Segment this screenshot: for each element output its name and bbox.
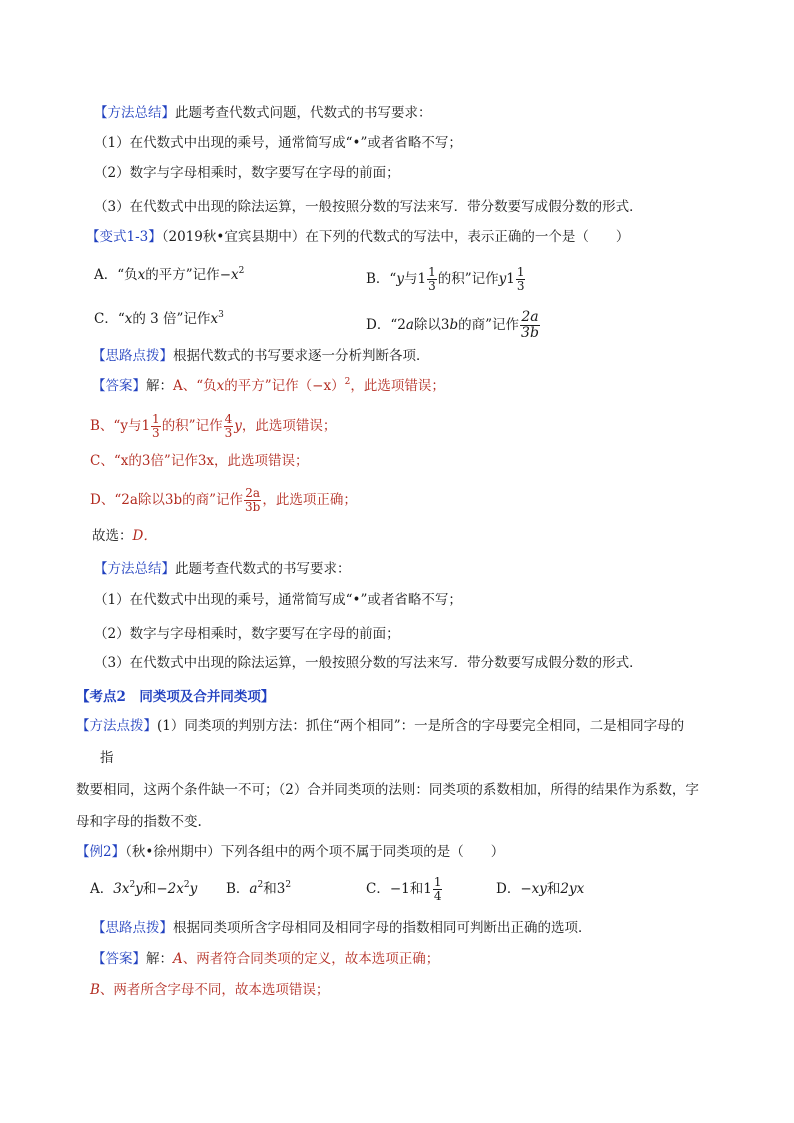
example-tag: 【例2】: [76, 844, 126, 860]
opt-d-prefix: D．“2: [366, 317, 406, 333]
frac-num: 4: [224, 412, 233, 426]
answer2-line-b: [90, 981, 329, 999]
opt-label: B．: [226, 881, 250, 897]
frac-den: 3: [516, 279, 525, 293]
line-d-pre: D、“2a除以3b的商”记作: [90, 492, 243, 508]
opt-c-prefix: C．“: [94, 311, 125, 327]
opt-b-fraction2: [516, 266, 526, 293]
opt-c-exp: 3: [218, 310, 224, 320]
opt-b-whole: 1: [506, 271, 515, 287]
opt-a-term2-exp: 2: [183, 880, 190, 890]
frac-num: 1: [152, 412, 160, 426]
line-b-text: 、两者所含字母不同，故本选项错误；: [99, 982, 330, 998]
opt-a-term1-b: y: [135, 881, 143, 897]
opt-c-term1: −1: [389, 881, 410, 897]
summary-tag: 【方法总结】: [94, 105, 175, 121]
method-line-4: 母和字母的指数不变.: [76, 814, 202, 830]
line-a-exp: 2: [344, 377, 351, 387]
line-a-end: ，此选项错误；: [350, 378, 445, 394]
variant-text: （2019秋•宜宾县期中）在下列的代数式的写法中，表示正确的一个是（ ）: [161, 229, 630, 245]
line-b-fraction: [151, 413, 161, 440]
hint-tag: 【思路点拨】: [92, 348, 173, 364]
method-line-1: (1）同类项的判别方法：抓住“两个相同”：一是所含的字母要完全相同，二是相同字母的: [157, 718, 685, 734]
method-line-3: 数要相同，这两个条件缺一不可；（2）合并同类项的法则：同类项的系数相加，所得的结果作为系数，字: [76, 782, 699, 798]
frac-den: 3b: [521, 325, 539, 341]
hint-tag: 【思路点拨】: [92, 920, 173, 936]
line-d-fraction: [244, 487, 261, 514]
summary-tag: 【方法总结】: [94, 561, 175, 577]
opt-d-mid: 除以3: [413, 317, 450, 333]
line-b-var: B: [90, 982, 100, 998]
line-a-text: 、两者符合同类项的定义，故本选项正确；: [182, 951, 440, 967]
frac-num: 2a: [245, 486, 261, 500]
opt-d-and: 和: [546, 881, 561, 897]
frac-num: 1: [428, 265, 436, 279]
option-c: [94, 310, 224, 328]
rule-2: （2）数字与字母相乘时，数字要写在字母的前面；: [94, 165, 400, 181]
opt-d-term1: −xy: [520, 881, 547, 897]
variant-question: [86, 228, 629, 246]
rule-3b: （3）在代数式中出现的除法运算，一般按照分数的写法来写．带分数要写成假分数的形式．: [94, 655, 643, 671]
opt-a-term1: 3x: [113, 881, 130, 897]
example-question: [76, 843, 504, 861]
example-option-d: [496, 880, 584, 898]
method-tag: 【方法点拨】: [76, 718, 157, 734]
line-b-fraction2: [224, 413, 234, 440]
opt-c-and: 和: [409, 881, 424, 897]
line-d-end: ，此选项正确；: [262, 492, 357, 508]
opt-c-fraction: [433, 876, 443, 903]
opt-c-mid: 的 3 倍”记作: [132, 311, 211, 327]
opt-b-term1: a: [249, 881, 258, 897]
hint-text: 根据代数式的书写要求逐一分析判断各项．: [173, 348, 430, 364]
opt-c-expr: x: [210, 311, 219, 327]
opt-a-expr: −x: [219, 267, 239, 283]
frac-den: 3: [224, 426, 233, 440]
opt-b-and: 和: [263, 881, 277, 897]
opt-c-var: x: [124, 311, 133, 327]
opt-d-var2: b: [449, 317, 459, 333]
rule-2b: （2）数字与字母相乘时，数字要写在字母的前面；: [94, 626, 400, 642]
hint-1: [92, 347, 430, 365]
line-b-mid: 的积”记作: [161, 418, 223, 434]
line-b-pre: B、“y与1: [90, 418, 151, 434]
frac-den: 4: [433, 889, 442, 903]
rule-1b: （1）在代数式中出现的乘号，通常简写成“•”或者省略不写；: [94, 592, 462, 608]
hint-2: [92, 919, 592, 937]
rule-1: （1）在代数式中出现的乘号，通常简写成“•”或者省略不写；: [94, 135, 462, 151]
frac-den: 3b: [245, 500, 261, 514]
example-option-c: [366, 876, 443, 903]
opt-d-post: 的商”记作: [458, 317, 520, 333]
opt-a-term2-b: y: [189, 881, 198, 897]
option-b: [366, 266, 526, 293]
choice-pre: 故选：: [92, 528, 133, 544]
example-option-a: [90, 880, 197, 898]
frac-num: 2a: [521, 309, 539, 325]
answer-1: [92, 377, 445, 395]
opt-d-fraction: [520, 310, 540, 341]
answer-text: 解：: [146, 378, 173, 394]
opt-b-term2-exp: 2: [285, 880, 292, 890]
opt-a-and: 和: [142, 881, 157, 897]
answer-text: 解：: [146, 951, 173, 967]
opt-label: D．: [496, 881, 521, 897]
opt-b-term1-exp: 2: [257, 880, 264, 890]
line-a-var: A: [173, 951, 183, 967]
option-a: [94, 266, 244, 284]
line-a-post: 的平方”记作（−x）: [224, 378, 345, 394]
answer-tag: 【答案】: [92, 951, 146, 967]
choice-value: D．: [132, 528, 157, 544]
answer-tag: 【答案】: [92, 378, 146, 394]
opt-a-term2: −2x: [156, 881, 184, 897]
opt-b-mid: 与1: [403, 271, 427, 287]
example-option-b: [226, 880, 291, 898]
section-title: 【考点2 同类项及合并同类项】: [76, 689, 275, 705]
frac-den: 3: [428, 279, 436, 293]
answer-line-c: C、“x的3倍”记作3x，此选项错误；: [90, 453, 309, 469]
frac-num: 1: [516, 265, 525, 279]
opt-b-var2: y: [498, 271, 507, 287]
final-choice-1: [92, 527, 157, 545]
opt-d-term2: 2yx: [560, 881, 585, 897]
opt-c-whole: 1: [423, 881, 432, 897]
opt-a-prefix: A．“负: [94, 267, 138, 283]
opt-a-term1-exp: 2: [129, 880, 136, 890]
answer-line-a: [173, 378, 445, 394]
answer-line-b: [90, 413, 336, 440]
answer-2: [92, 950, 439, 968]
opt-a-mid: 的平方”记作: [145, 267, 220, 283]
opt-b-term2: 3: [276, 881, 286, 897]
line-a-pre: A、“负: [173, 378, 217, 394]
opt-b-fraction: [427, 266, 437, 293]
line-a-var: x: [216, 378, 225, 394]
answer2-line-a: [173, 951, 439, 967]
method-hint: [76, 717, 684, 735]
summary-text: 此题考查代数式问题，代数式的书写要求：: [175, 105, 432, 121]
method-line-2: 指: [100, 750, 114, 766]
opt-b-post: 的积”记作: [437, 271, 499, 287]
variant-tag: 【变式1-3】: [86, 229, 162, 245]
summary-text: 此题考查代数式的书写要求：: [175, 561, 351, 577]
opt-a-exp: 2: [238, 266, 245, 276]
example-text: （秋•徐州期中）下列各组中的两个项不属于同类项的是（ ）: [125, 844, 505, 860]
rule-3: （3）在代数式中出现的除法运算，一般按照分数的写法来写．带分数要写成假分数的形式．: [94, 199, 643, 215]
opt-d-var: a: [405, 317, 414, 333]
example-options: [90, 875, 720, 904]
opt-b-var: y: [396, 271, 404, 287]
opt-a-var: x: [137, 267, 146, 283]
frac-num: 1: [433, 875, 442, 889]
hint-text: 根据同类项所含字母相同及相同字母的指数相同可判断出正确的选项．: [173, 920, 592, 936]
method-summary-1: [94, 104, 432, 122]
answer-line-d: [90, 487, 357, 514]
opt-label: C．: [366, 881, 390, 897]
frac-den: 3: [152, 426, 160, 440]
opt-b-prefix: B．“: [366, 271, 397, 287]
line-b-var: y: [234, 418, 242, 434]
opt-label: A．: [90, 881, 114, 897]
method-summary-2: [94, 560, 351, 578]
line-b-end: ，此选项错误；: [241, 418, 337, 434]
option-d: [366, 310, 541, 341]
